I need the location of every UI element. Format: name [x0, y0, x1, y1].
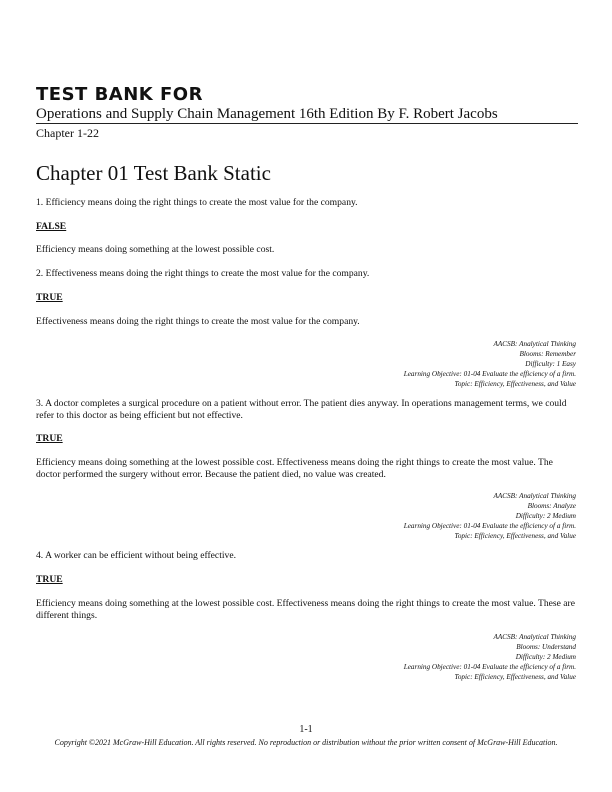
question-4-text: 4. A worker can be efficient without being effective. [36, 550, 236, 561]
question-1-text: 1. Efficiency means doing the right things to create the most value for the company. [36, 197, 358, 208]
test-bank-title: TEST BANK FOR [36, 84, 203, 105]
meta-learning-objective: Learning Objective: 01-04 Evaluate the efficiency of a firm. [403, 663, 576, 671]
question-2-metadata [404, 339, 576, 389]
question-3-text: 3. A doctor completes a surgical procedure on a patient without error. The patient dies anyway. In operations management terms, we could refer to this doctor as being efficient but not effective. [36, 398, 567, 421]
copyright-notice: Copyright ©2021 McGraw-Hill Education. All rights reserved. No reproduction or distribution without the prior written consent of McGraw-Hill Education. [54, 738, 558, 747]
question-3-metadata [404, 491, 576, 541]
meta-difficulty: Difficulty: 1 Easy [525, 360, 576, 368]
question-3-explanation: Efficiency means doing something at the lowest possible cost. Effectiveness means doing the right things to create the most value. The doctor performed the surgery without error. Because the patient died, no value was created. [36, 457, 553, 480]
question-2-explanation: Effectiveness means doing the right things to create the most value for the company. [36, 316, 360, 327]
chapter-heading: Chapter 01 Test Bank Static [36, 161, 271, 185]
page-number: 1-1 [299, 724, 313, 735]
meta-aacsb: AACSB: Analytical Thinking [493, 340, 576, 348]
question-4-metadata [404, 632, 576, 682]
question-1-answer: FALSE [36, 221, 67, 232]
meta-learning-objective: Learning Objective: 01-04 Evaluate the efficiency of a firm. [403, 522, 576, 530]
meta-aacsb: AACSB: Analytical Thinking [493, 492, 576, 500]
question-4-explanation: Efficiency means doing something at the lowest possible cost. Effectiveness means doing the right things to create the most value. These are different things. [36, 598, 575, 621]
chapter-range: Chapter 1-22 [36, 126, 99, 140]
meta-topic: Topic: Efficiency, Effectiveness, and Value [454, 380, 576, 388]
meta-difficulty: Difficulty: 2 Medium [515, 653, 576, 661]
meta-difficulty: Difficulty: 2 Medium [515, 512, 576, 520]
meta-blooms: Blooms: Remember [519, 350, 576, 358]
meta-aacsb: AACSB: Analytical Thinking [493, 633, 576, 641]
question-3-answer: TRUE [36, 433, 63, 444]
question-2-answer: TRUE [36, 292, 63, 303]
book-subtitle: Operations and Supply Chain Management 16th Edition By F. Robert Jacobs [36, 106, 498, 122]
meta-blooms: Blooms: Understand [516, 643, 576, 651]
meta-topic: Topic: Efficiency, Effectiveness, and Value [454, 673, 576, 681]
meta-topic: Topic: Efficiency, Effectiveness, and Value [454, 532, 576, 540]
header-divider [36, 123, 578, 124]
question-2-text: 2. Effectiveness means doing the right things to create the most value for the company. [36, 268, 370, 279]
question-4-answer: TRUE [36, 574, 63, 585]
meta-blooms: Blooms: Analyze [527, 502, 576, 510]
meta-learning-objective: Learning Objective: 01-04 Evaluate the efficiency of a firm. [403, 370, 576, 378]
question-1-explanation: Efficiency means doing something at the lowest possible cost. [36, 244, 275, 255]
